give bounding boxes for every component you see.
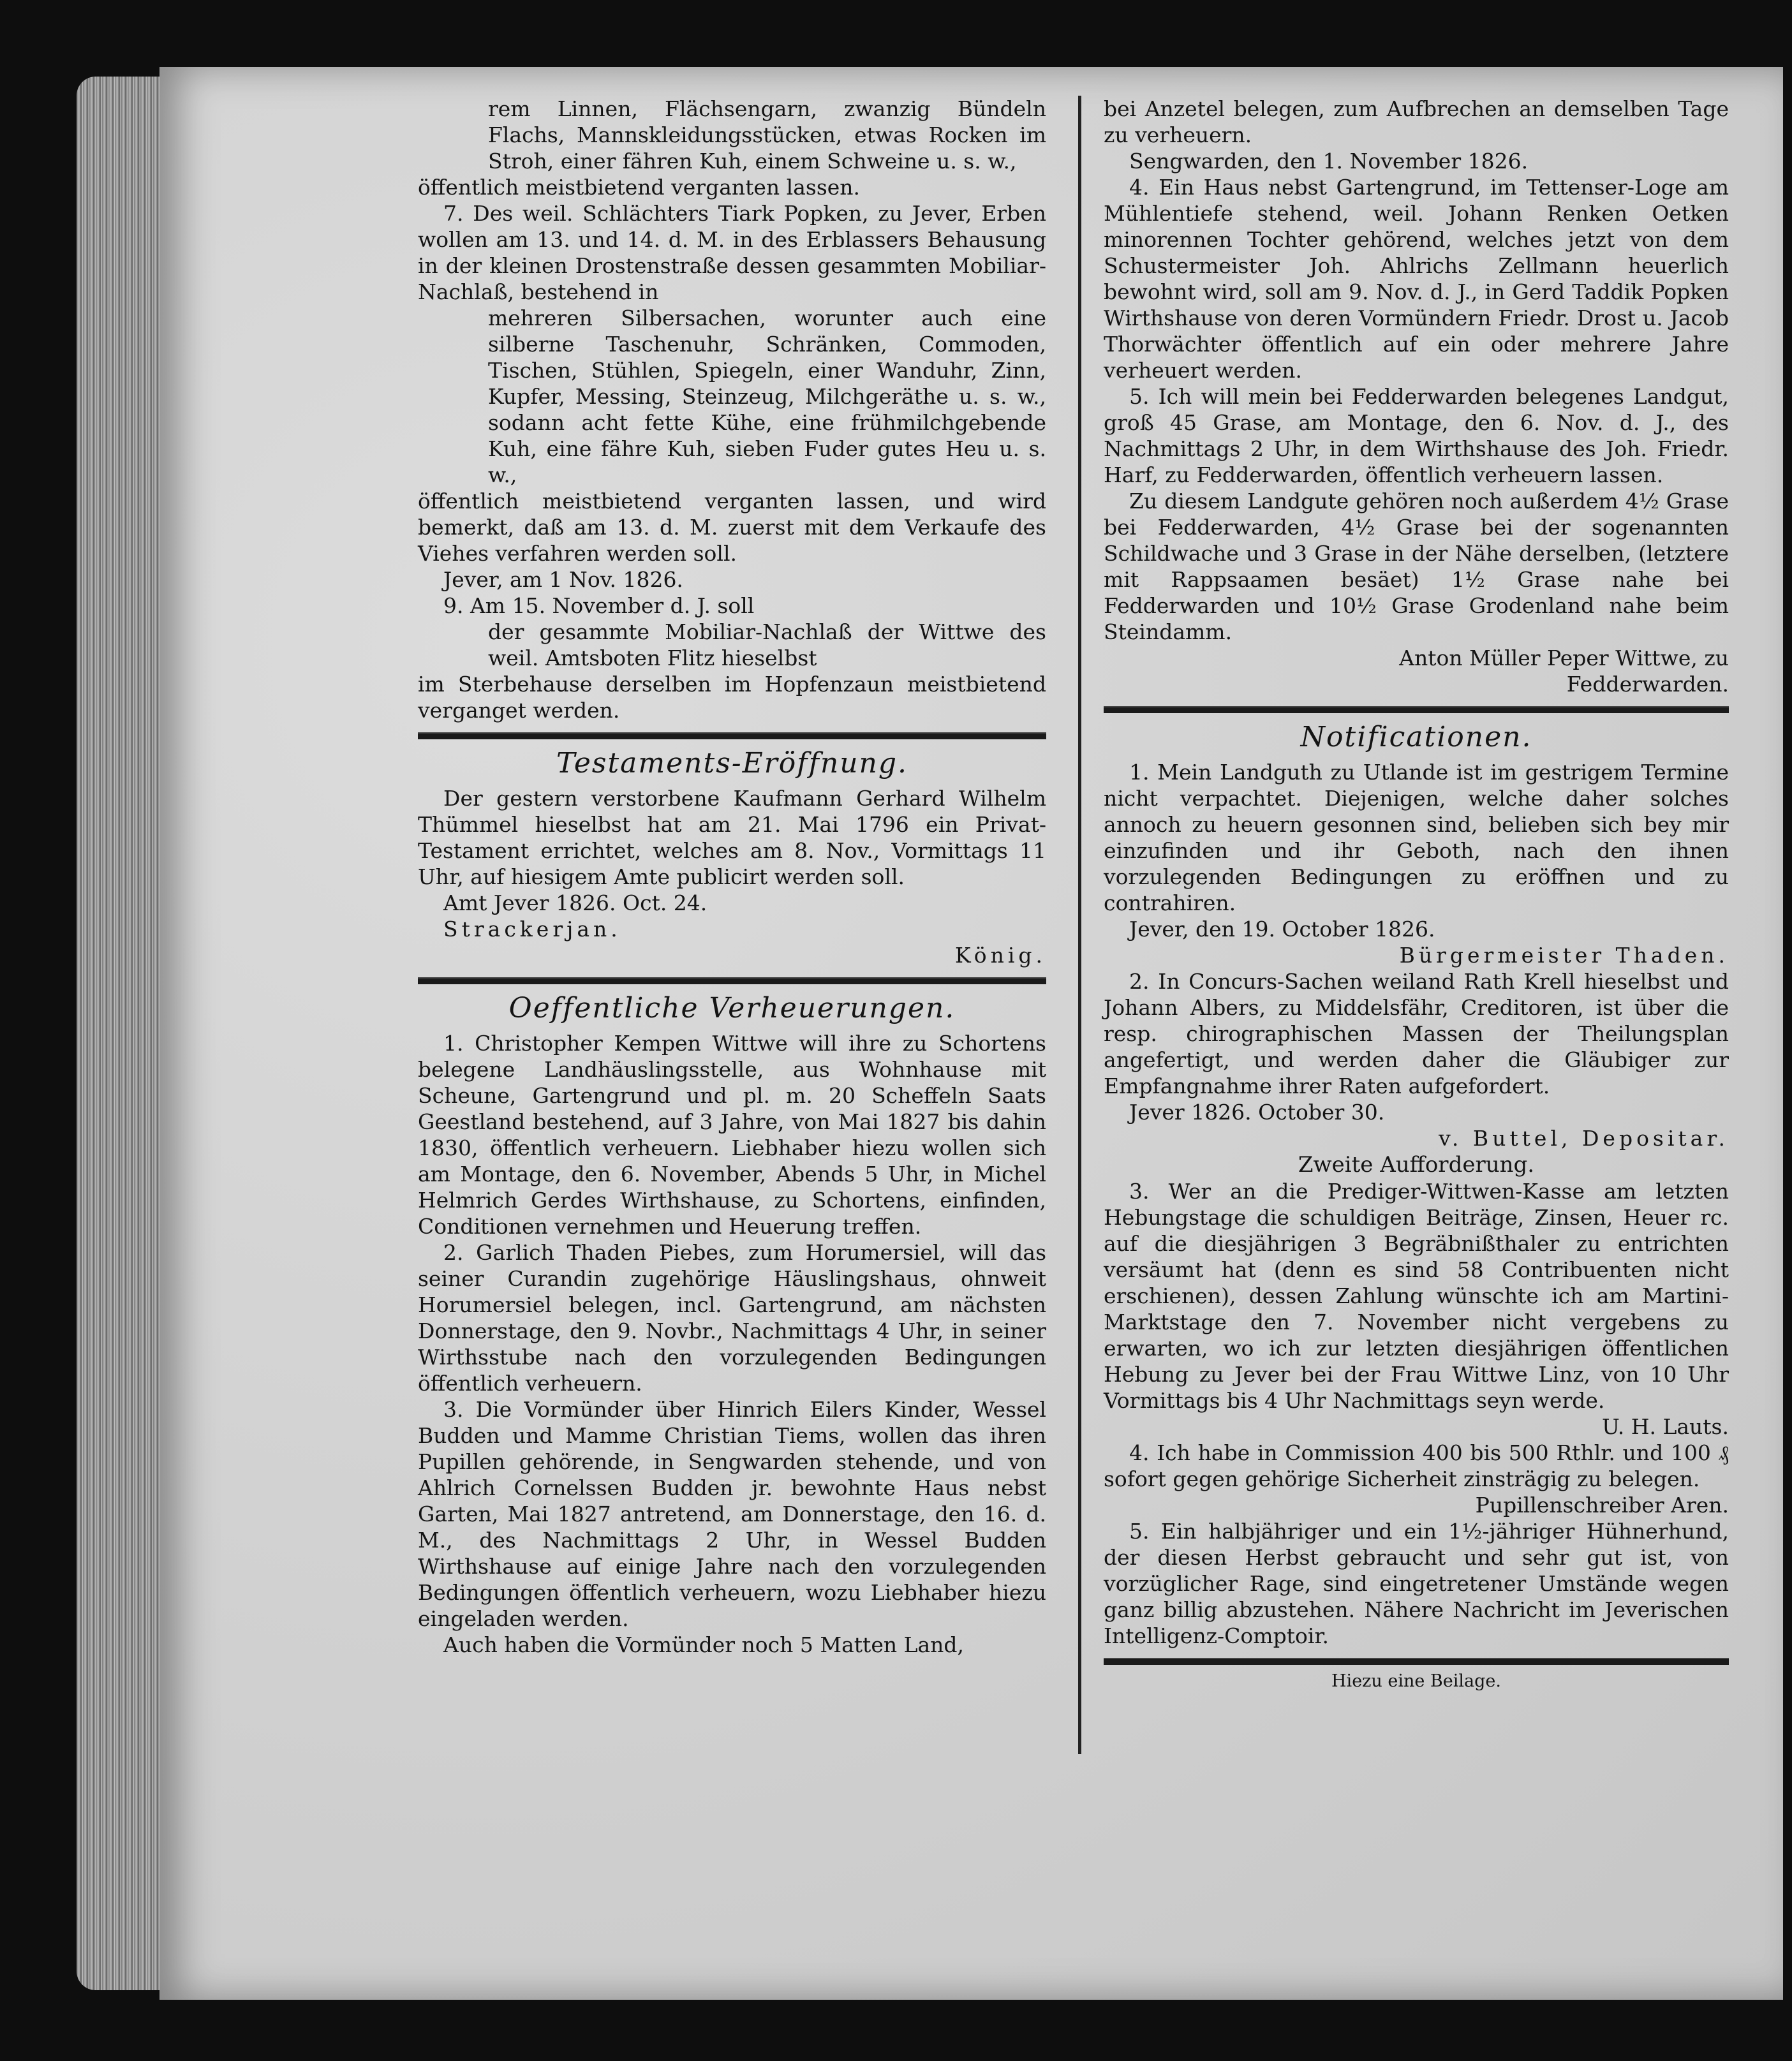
notification-2: 2. In Concurs-Sachen weiland Rath Krell hieselbst und Johann Albers, zu Middelsfähr, Creditoren, ist über die resp. chirographischen Massen der Theilungsplan angefertigt, und werden daher die Gläubiger zur Empfangnahme ihrer Raten aufgefordert. (1104, 969, 1729, 1098)
verheuerung-5-signature: Anton Müller Peper Wittwe, zu (1399, 646, 1729, 670)
notification-4-signature: Pupillenschreiber Aren. (1475, 1493, 1729, 1518)
left-column (418, 96, 1046, 1658)
notice-9-intro: 9. Am 15. November d. J. soll (443, 593, 755, 618)
verheuerungen-heading: Oeffentliche Verheuerungen. (508, 992, 956, 1024)
verheuerung-5: 5. Ich will mein bei Fedderwarden belegenes Landgut, groß 45 Grase, am Montage, den 6. Nov. d. J., des Nachmittags 2 Uhr, in dem Wirthshause des Joh. Friedr. Harf, zu Fedderwarden, öffentlich verheuern lassen. (1104, 384, 1729, 487)
verheuerung-2: 2. Garlich Thaden Piebes, zum Horumersiel, will das seiner Curandin zugehörige Häuslingshaus, ohnweit Horumersiel belegen, incl. Gartengrund, am nächsten Donnerstage, den 9. Novbr., Nachmittags 4 Uhr, in seiner Wirthsstube nach den vorzulegenden Bedingungen öffentlich verheuern. (418, 1240, 1046, 1396)
notice-9-items: der gesammte Mobiliar-Nachlaß der Wittwe des weil. Amtsboten Flitz hieselbst (488, 619, 1046, 670)
notification-1-signature: Bürgermeister Thaden. (1399, 943, 1729, 968)
verheuerung-3-end: bei Anzetel belegen, zum Aufbrechen an demselben Tage zu verheuern. (1104, 96, 1729, 147)
notice-7-items: mehreren Silbersachen, worunter auch eine silberne Taschenuhr, Schränken, Commoden, Tischen, Stühlen, Spiegeln, einer Wanduhr, Zinn, Kupfer, Messing, Steinzeug, Milchgeräthe u. s. w., sodann acht fette Kühe, eine frühmilchgebende Kuh, eine fähre Kuh, sieben Fuder gutes Heu u. s. w., (488, 306, 1046, 487)
book-fore-edge (77, 77, 172, 1990)
verheuerung-5-detail: Zu diesem Landgute gehören noch außerdem 4½ Grase bei Fedderwarden, 4½ Grase bei der sogenannten Schildwache und 3 Grase in der Nähe derselben, (letztere mit Rappsaamen besäet) 1½ Grase nahe bei Fedderwarden und 10½ Grase Grodenland nahe beim Steindamm. (1104, 489, 1729, 644)
verheuerung-3-continued: Auch haben die Vormünder noch 5 Matten Land, (443, 1632, 965, 1657)
column-divider (1078, 96, 1081, 1754)
supplement-note: Hiezu eine Beilage. (1331, 1671, 1501, 1691)
verheuerung-4: 4. Ein Haus nebst Gartengrund, im Tettenser-Loge am Mühlentiefe stehend, weil. Johann Renken Oetken minorennen Tochter gehörend, welches jetzt von dem Schustermeister Joh. Ahlrichs Zellmann heuerlich bewohnt wird, soll am 9. Nov. d. J., in Gerd Taddik Popken Wirthshause von deren Vormündern Friedr. Drost u. Jacob Thorwächter öffentlich auf ein oder mehrere Jahre verheuert werden. (1104, 175, 1729, 383)
section-rule (1104, 1658, 1729, 1665)
section-rule (418, 732, 1046, 739)
auction-continuation-end: öffentlich meistbietend verganten lassen. (418, 175, 861, 200)
verheuerung-3: 3. Die Vormünder über Hinrich Eilers Kinder, Wessel Budden und Mamme Christian Tiems, wollen das ihren Pupillen gehörende, in Sengwarden stehende, und von Ahlrich Cornelssen Budden jr. bewohnte Haus nebst Garten, Mai 1827 antretend, am Donnerstage, den 16. d. M., des Nachmittags 2 Uhr, in Wessel Budden Wirthshause auf einige Jahre nach den vorzulegenden Bedingungen öffentlich verheuern, wozu Liebhaber hiezu eingeladen werden. (418, 1397, 1046, 1631)
notification-3: 3. Wer an die Prediger-Wittwen-Kasse am letzten Hebungstage die schuldigen Beiträge, Zinsen, Heuer rc. auf die diesjährigen 3 Begräbnißthaler zu entrichten versäumt hat (denn es sind 58 Contribuenten nicht erschienen), dessen Zahlung wünschte ich am Martini-Marktstage den 7. November nicht vergebens zu erwarten, wo ich zur letzten diesjährigen öffentlichen Hebung zu Jever bei der Frau Wittwe Linz, von 10 Uhr Vormittags bis 4 Uhr Nachmittags seyn werde. (1104, 1179, 1729, 1413)
verheuerung-5-signature-place: Fedderwarden. (1566, 672, 1729, 697)
sengwarden-date: Sengwarden, den 1. November 1826. (1129, 149, 1529, 174)
notice-7-date: Jever, am 1 Nov. 1826. (443, 567, 683, 592)
notificationen-heading: Notificationen. (1300, 721, 1532, 753)
notification-3-signature: U. H. Lauts. (1601, 1414, 1729, 1439)
testament-text: Der gestern verstorbene Kaufmann Gerhard Wilhelm Thümmel hieselbst hat am 21. Mai 1796 ein Privat-Testament errichtet, welches am 8. Nov., Vormittags 11 Uhr, auf hiesigem Amte publicirt werden soll. (418, 786, 1046, 889)
testament-date: Amt Jever 1826. Oct. 24. (443, 890, 707, 915)
notice-7-body: öffentlich meistbietend verganten lassen, und wird bemerkt, daß am 13. d. M. zuerst mit dem Verkaufe des Viehes verfahren werden soll. (418, 489, 1046, 566)
notice-7-intro: 7. Des weil. Schlächters Tiark Popken, zu Jever, Erben wollen am 13. und 14. d. M. in des Erblassers Behausung in der kleinen Drostenstraße dessen gesammten Mobiliar-Nachlaß, bestehend in (418, 201, 1046, 304)
notification-4: 4. Ich habe in Commission 400 bis 500 Rthlr. und 100 ₰ sofort gegen gehörige Sicherheit zinsträgig zu belegen. (1104, 1440, 1729, 1491)
notification-2-date: Jever 1826. October 30. (1129, 1100, 1385, 1125)
notice-9-body: im Sterbehause derselben im Hopfenzaun meistbietend verganget werden. (418, 672, 1046, 723)
auction-continuation: rem Linnen, Flächsengarn, zwanzig Bündeln Flachs, Mannskleidungsstücken, etwas Rocken im Stroh, einer fähren Kuh, einem Schweine u. s. w., (488, 96, 1046, 174)
verheuerung-1: 1. Christopher Kempen Wittwe will ihre zu Schortens belegene Landhäuslingsstelle, aus Wohnhause mit Scheune, Gartengrund und pl. m. 20 Scheffeln Saats Geestland bestehend, auf 3 Jahre, von Mai 1827 bis dahin 1830, öffentlich verheuern. Liebhaber hiezu wollen sich am Montage, den 6. November, Abends 5 Uhr, in Michel Helmrich Gerdes Wirthshause, zu Schortens, einfinden, Conditionen vernehmen und Heuerung treffen. (418, 1031, 1046, 1239)
testament-signature-2: König. (954, 943, 1046, 968)
testament-heading: Testaments-Eröffnung. (556, 747, 908, 779)
section-rule (1104, 706, 1729, 713)
right-column (1104, 96, 1729, 1692)
notification-5: 5. Ein halbjähriger und ein 1½-jähriger Hühnerhund, der diesen Herbst gebraucht und sehr gut ist, von vorzüglicher Rage, sind eingetretener Umstände wegen ganz billig abzustehen. Nähere Nachricht im Jeverischen Intelligenz-Comptoir. (1104, 1519, 1729, 1648)
testament-signature-1: Strackerjan. (443, 917, 621, 942)
second-request-heading: Zweite Aufforderung. (1298, 1152, 1535, 1178)
section-rule (418, 977, 1046, 984)
notification-1-date: Jever, den 19. October 1826. (1129, 917, 1435, 942)
notification-1: 1. Mein Landguth zu Utlande ist im gestrigem Termine nicht verpachtet. Diejenigen, welche daher solches annoch zu heuern gesonnen sind, belieben sich bey mir einzufinden und ihr Geboth, nach den ihnen vorzulegenden Bedingungen zu eröffnen und zu contrahiren. (1104, 760, 1729, 915)
notification-2-signature: v. Buttel, Depositar. (1439, 1126, 1729, 1151)
